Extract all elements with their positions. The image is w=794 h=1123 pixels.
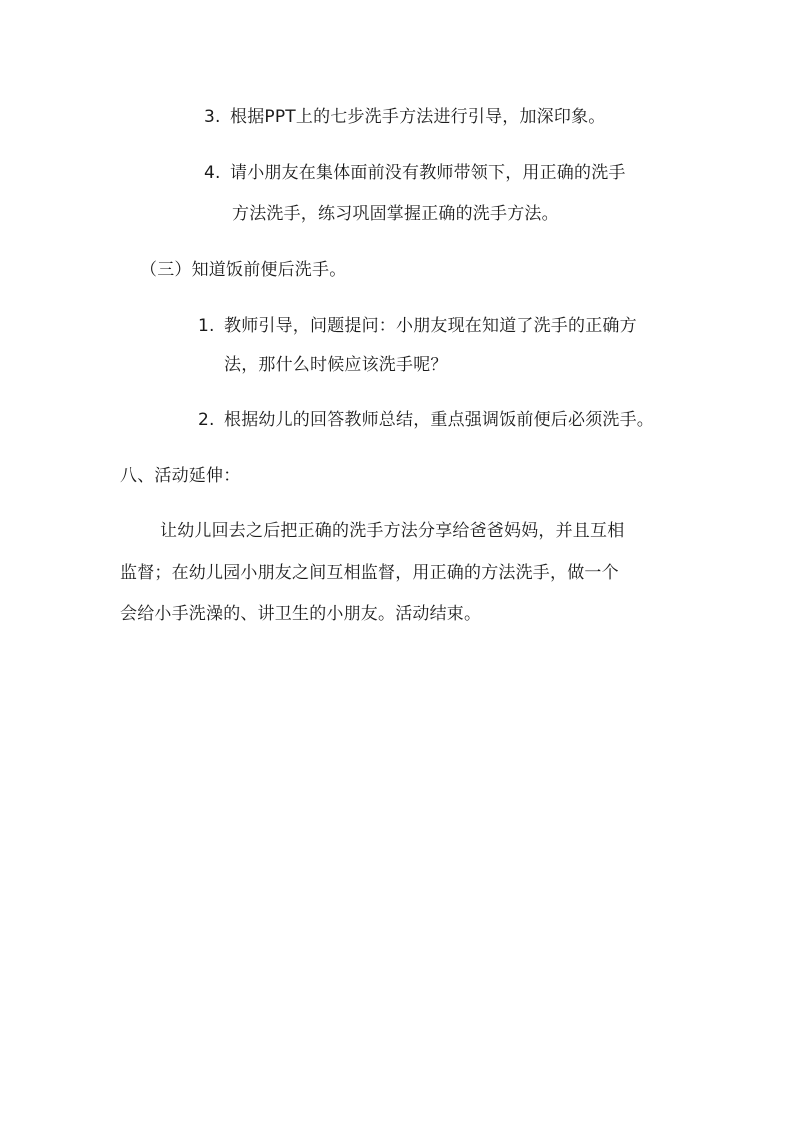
- step-4-text-line-1: 请小朋友在集体面前没有教师带领下，用正确的洗手: [230, 163, 626, 183]
- section-3-item-1-text-line-1: 教师引导，问题提问：小朋友现在知道了洗手的正确方: [224, 316, 637, 336]
- section-3-item-1-number: 1.: [198, 316, 215, 336]
- section-3-item-2-number: 2.: [198, 410, 215, 430]
- section-3-item-1-line-1: [198, 315, 637, 337]
- section-3-item-2-text: 根据幼儿的回答教师总结，重点强调饭前便后必须洗手。: [224, 410, 654, 430]
- step-3: [204, 106, 606, 128]
- section-3-item-1-line-2: 法，那什么时候应该洗手呢？: [224, 355, 448, 375]
- section-3-heading: （三）知道饭前便后洗手。: [140, 260, 347, 280]
- step-4-line-1: [204, 162, 626, 184]
- section-8-paragraph-line-2: 监督；在幼儿园小朋友之间互相监督，用正确的方法洗手，做一个: [120, 563, 619, 583]
- step-3-number: 3.: [204, 107, 221, 127]
- section-8-paragraph-line-3: 会给小手洗澡的、讲卫生的小朋友。活动结束。: [120, 604, 482, 624]
- section-8-paragraph-line-1: 让幼儿回去之后把正确的洗手方法分享给爸爸妈妈，并且互相: [160, 521, 625, 541]
- step-4-number: 4.: [204, 163, 221, 183]
- section-8-heading: 八、活动延伸：: [120, 466, 241, 486]
- step-3-text: 根据PPT上的七步洗手方法进行引导，加深印象。: [230, 107, 606, 127]
- section-3-item-2: [198, 409, 654, 431]
- step-4-line-2: 方法洗手，练习巩固掌握正确的洗手方法。: [232, 204, 559, 224]
